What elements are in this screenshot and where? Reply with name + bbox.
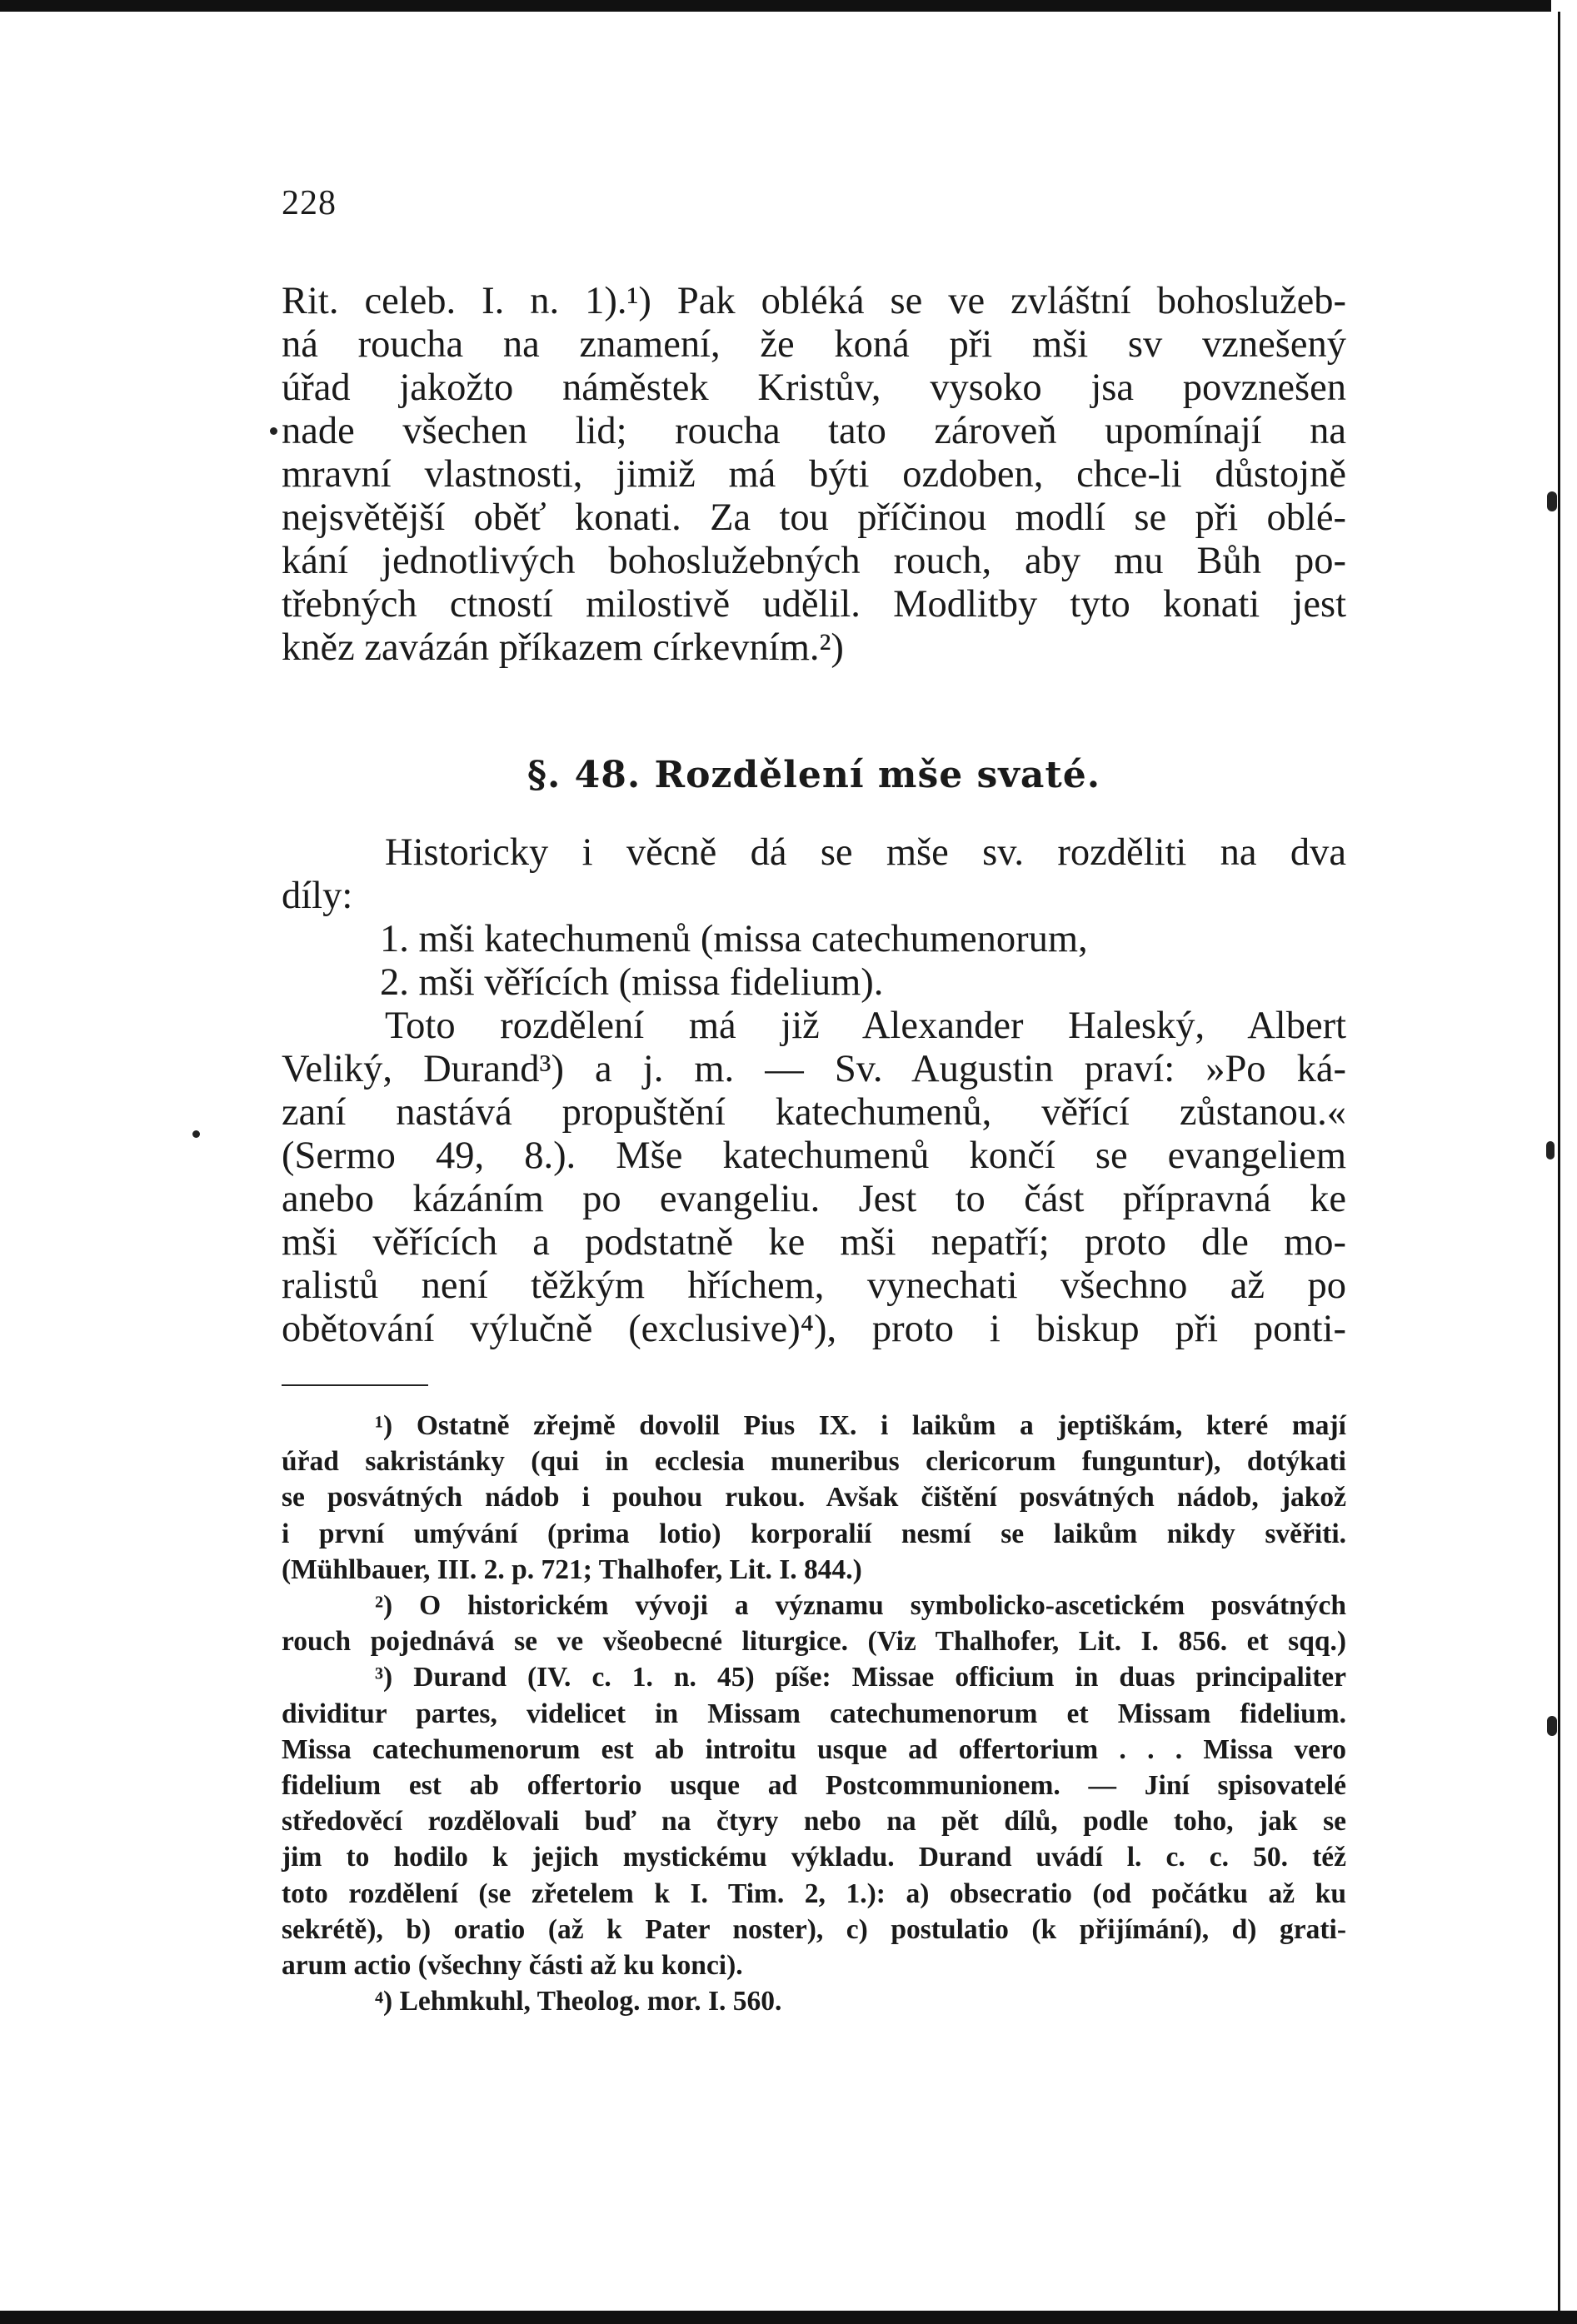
page-number: 228 [282,184,337,222]
text-line: Historicky i věcně dá se mše sv. rozděliti na dva [385,831,1346,874]
footnote-4 [282,1983,1346,2019]
scan-top-edge [0,0,1577,12]
footnote-text: Durand (IV. c. 1. n. 45) píše: Missae officium in duas principaliter [413,1662,1347,1693]
footnote-line: úřad sakristánky (qui in ecclesia muneribus clericorum funguntur), dotýkati [282,1446,1346,1478]
footnote-mark: ²) [375,1590,393,1622]
binding-mark [1546,1141,1555,1160]
text-line: kání jednotlivých bohoslužebných rouch, aby mu Bůh po- [282,540,1346,582]
scan-speck [270,427,277,435]
footnote-line: jim to hodilo k jejich mystickému výkladu. Durand uvádí l. c. c. 50. též [282,1842,1346,1873]
list-item: 2. mši věřících (missa fidelium). [380,961,884,1004]
footnote-2 [282,1588,1346,1659]
footnote-line: Missa catechumenorum est ab introitu usque ad offertorium . . . Missa vero [282,1733,1346,1765]
footnote-separator [282,1384,428,1386]
text-line: díly: [282,875,353,917]
footnote-mark: ³) [375,1662,393,1693]
text-line: obětování výlučně (exclusive)⁴), proto i biskup při ponti- [282,1308,1346,1350]
footnote-line: dividitur partes, videlicet in Missam catechumenorum et Missam fidelium. [282,1698,1346,1729]
text-line: ralistů není těžkým hříchem, vynechati všechno až po [282,1264,1346,1307]
footnote-line: toto rozdělení (se zřetelem k I. Tim. 2, 1.): a) obsecratio (od počátku až ku [282,1878,1346,1909]
text-line: Rit. celeb. I. n. 1).¹) Pak obléká se ve zvláštní bohoslužeb- [282,280,1346,322]
footnote-line: arum actio (všechny části až ku konci). [282,1950,743,1982]
paragraph-2 [282,831,1346,1351]
text-line: nade všechen lid; roucha tato zároveň upomínají na [282,410,1346,452]
footnotes [282,1408,1346,2019]
text-line: Veliký, Durand³) a j. m. — Sv. Augustin praví: »Po ká- [282,1048,1346,1090]
footnote-1 [282,1408,1346,1588]
footnote-3 [282,1659,1346,1983]
binding-mark [1547,491,1557,511]
footnote-mark: ⁴) [375,1986,393,2017]
scan-right-edge [1558,12,1560,2311]
footnote-text: O historickém vývoji a významu symbolicko-ascetickém posvátných [419,1590,1347,1622]
text-line: (Sermo 49, 8.). Mše katechumenů končí se evangeliem [282,1135,1346,1177]
paragraph-1 [282,280,1346,670]
scan-bottom-edge [0,2311,1577,2324]
list-item: 1. mši katechumenů (missa catechumenorum, [380,918,1088,960]
text-line: kněz zavázán příkazem církevním.²) [282,626,844,669]
footnote-line: rouch pojednává se ve všeobecné liturgice. (Viz Thalhofer, Lit. I. 856. et sqq.) [282,1626,1346,1658]
text-line: mravní vlastnosti, jimiž má býti ozdoben, chce-li důstojně [282,453,1346,496]
text-line: nejsvětější oběť konati. Za tou příčinou modlí se při oblé- [282,496,1346,539]
text-line: třebných ctností milostivě udělil. Modlitby tyto konati jest [282,583,1346,626]
footnote-line: fidelium est ab offertorio usque ad Postcommunionem. — Jiní spisovatelé [282,1770,1346,1802]
footnote-text: Lehmkuhl, Theolog. mor. I. 560. [399,1986,782,2017]
text-line: ná roucha na znamení, že koná při mši sv vznešený [282,323,1346,366]
text-line: úřad jakožto náměstek Kristův, vysoko jsa povznešen [282,367,1346,409]
text-line: Toto rozdělení má již Alexander Haleský, Albert [385,1005,1346,1047]
footnote-line: sekrétě), b) oratio (až k Pater noster), c) postulatio (k přijímání), d) grati- [282,1913,1346,1945]
text-line: zaní nastává propuštění katechumenů, věřící zůstanou.« [282,1091,1346,1134]
footnote-line: se posvátných nádob i pouhou rukou. Avšak čištění posvátných nádob, jakož [282,1482,1346,1514]
footnote-mark: ¹) [375,1410,393,1441]
footnote-line: i první umývání (prima lotio) korporalií nesmí se laikům nikdy svěřiti. [282,1518,1346,1549]
footnote-text: Ostatně zřejmě dovolil Pius IX. i laikům a jeptiškám, které mají [416,1410,1346,1441]
footnote-line: středověcí rozdělovali buď na čtyry nebo na pět dílů, podle toho, jak se [282,1806,1346,1838]
text-line: anebo kázáním po evangeliu. Jest to část přípravná ke [282,1178,1346,1220]
binding-mark [1547,1716,1557,1736]
text-line: mši věřících a podstatně ke mši nepatří; proto dle mo- [282,1221,1346,1264]
footnote-line: (Mühlbauer, III. 2. p. 721; Thalhofer, Lit. I. 844.) [282,1553,862,1585]
scan-right-margin [1551,0,1577,2324]
section-heading: §. 48. Rozdělení mše svaté. [526,754,1101,796]
scan-speck [192,1130,200,1138]
